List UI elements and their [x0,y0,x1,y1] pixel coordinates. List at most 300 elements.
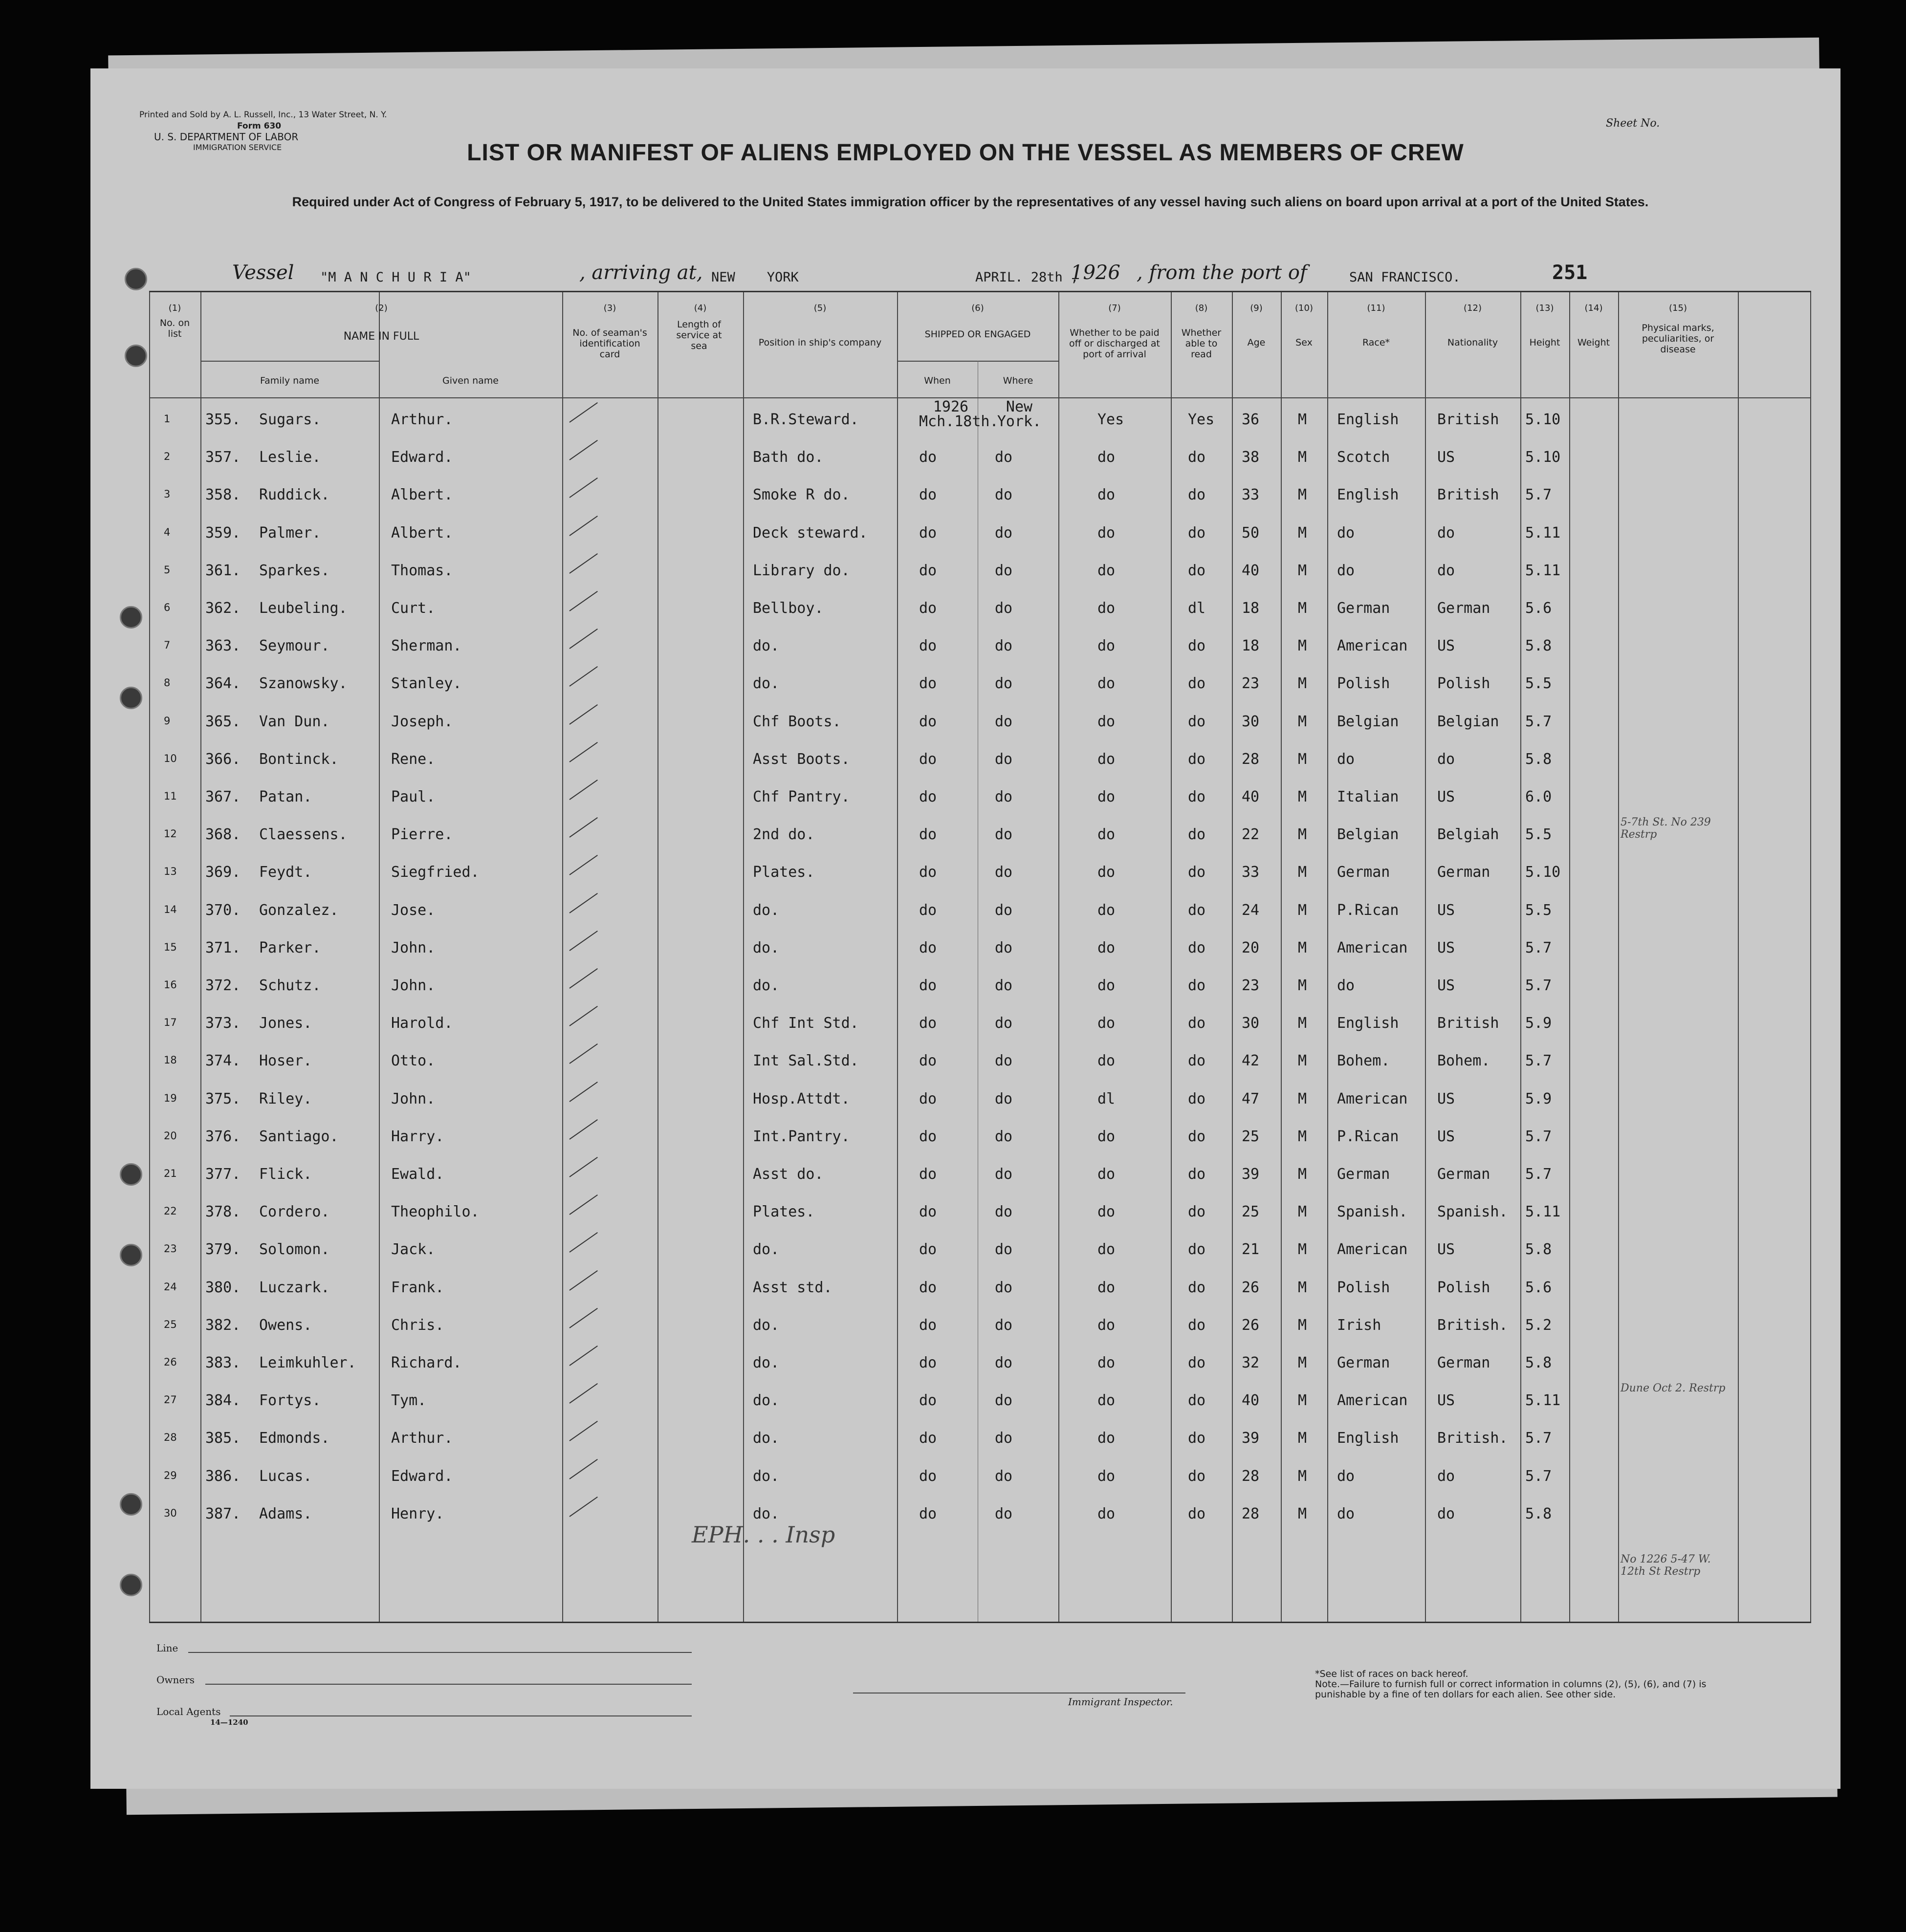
age: 33 [1242,486,1260,504]
race: American [1337,1392,1408,1410]
given-name: John. [391,977,436,994]
able-to-read: do [1188,713,1206,730]
check-mark [569,478,597,498]
record-id: 377. [205,1166,241,1183]
given-name: Ewald. [391,1166,444,1183]
record-id: 374. [205,1052,241,1070]
paid-off: do [1097,1015,1116,1032]
table-row [149,775,1811,813]
able-to-read: do [1188,864,1206,881]
family-name: Cordero. [259,1203,330,1221]
able-to-read: do [1188,901,1206,919]
col-num: (1) [168,303,181,313]
age: 47 [1242,1090,1260,1107]
race: Belgian [1337,826,1399,844]
given-name: Rene. [391,750,436,768]
shipped-when: do [919,977,937,994]
paid-off: do [1097,977,1116,994]
check-mark [569,1157,597,1177]
page-number: 251 [1552,261,1588,284]
height: 5.6 [1525,600,1552,617]
race: do [1337,562,1355,579]
position: Library do. [753,562,850,579]
col-num: (11) [1367,303,1385,313]
given-name: Jose. [391,901,436,919]
inspector-label: Immigrant Inspector. [1068,1696,1173,1708]
table-row [149,624,1811,662]
family-name: Santiago. [259,1128,339,1145]
given-name: Edward. [391,449,453,466]
shipped-when: do [919,1166,937,1183]
col-head: NAME IN FULL [343,330,419,343]
able-to-read: do [1188,1354,1206,1371]
able-to-read: do [1188,750,1206,768]
check-mark [569,968,597,989]
position: do. [753,1430,780,1447]
check-mark [569,1232,597,1253]
shipped-where: do [995,901,1013,919]
nationality: do [1437,562,1455,579]
form-number: Form 630 [237,121,282,131]
able-to-read: do [1188,1279,1206,1296]
col-num: (8) [1195,303,1208,313]
shipped-where: do [995,1015,1013,1032]
race: Irish [1337,1316,1381,1334]
record-id: 362. [205,600,241,617]
table-row [149,435,1811,473]
inspector-signature: EPH. . . Insp [692,1521,835,1548]
shipped-when: do [919,1354,937,1371]
table-row [149,1001,1811,1039]
col-head: No. of seaman's identification card [572,327,647,360]
race: American [1337,1090,1408,1107]
col-head: Nationality [1447,337,1498,348]
paid-off: do [1097,1505,1116,1522]
check-mark [569,1459,597,1479]
shipped-where: do [995,1279,1013,1296]
position: do. [753,977,780,994]
given-name: Arthur. [391,411,453,428]
col-head: Whether able to read [1181,327,1222,360]
paid-off: do [1097,1430,1116,1447]
shipped-when: do [919,1241,937,1259]
vessel-name: "M A N C H U R I A" [320,270,471,285]
table-row [149,661,1811,699]
paid-off: do [1097,562,1116,579]
row-number: 4 [164,526,171,538]
table-row [149,1152,1811,1190]
paid-off: do [1097,901,1116,919]
col-num: (9) [1250,303,1263,313]
given-name: Stanley. [391,675,462,693]
family-name: Flick. [259,1166,312,1183]
row-number: 7 [164,639,171,651]
col-num: (3) [603,303,616,313]
able-to-read: do [1188,1166,1206,1183]
able-to-read: do [1188,637,1206,655]
paid-off: do [1097,1316,1116,1334]
position: Deck steward. [753,524,868,542]
height: 5.11 [1525,1392,1561,1410]
position: do. [753,1392,780,1410]
able-to-read: do [1188,788,1206,805]
check-mark [569,931,597,951]
check-mark [569,1043,597,1064]
height: 5.9 [1525,1015,1552,1032]
nationality: British. [1437,1316,1508,1334]
height: 5.7 [1525,1166,1552,1183]
race: Scotch [1337,449,1390,466]
family-name: Feydt. [259,864,312,881]
sex: M [1298,977,1307,994]
col-num: (12) [1464,303,1482,313]
check-mark [569,704,597,725]
nationality: Belgiah [1437,826,1499,844]
table-row [149,1303,1811,1341]
table-row [149,586,1811,624]
height: 5.8 [1525,1241,1552,1259]
sex: M [1298,675,1307,693]
age: 28 [1242,750,1260,768]
punch-hole [120,1244,142,1266]
height: 6.0 [1525,788,1552,805]
sex: M [1298,1279,1307,1296]
sex: M [1298,637,1307,655]
given-name: John. [391,939,436,956]
paid-off: do [1097,524,1116,542]
able-to-read: Yes [1188,411,1215,428]
form-code: 14—1240 [210,1718,248,1727]
sex: M [1298,1052,1307,1070]
shipped-where: do [995,1467,1013,1485]
shipped-where: do [995,1392,1013,1410]
height: 5.7 [1525,1430,1552,1447]
family-name: Szanowsky. [259,675,348,693]
shipped-when: do [919,864,937,881]
nationality: British [1437,486,1499,504]
age: 18 [1242,637,1260,655]
page-subtitle: Required under Act of Congress of February 5, 1917, to be delivered to the United States immigration officer by the representatives of any vessel having such aliens on board upon arrival at a port of the United States. [292,195,1649,209]
vessel-label: Vessel [232,261,294,284]
family-name: Solomon. [259,1241,330,1259]
punch-hole [120,1163,142,1186]
shipped-when: do [919,1128,937,1145]
family-name: Adams. [259,1505,312,1522]
col-subhead: When [924,375,951,386]
age: 39 [1242,1430,1260,1447]
nationality: US [1437,449,1455,466]
family-name: Riley. [259,1090,312,1107]
shipped-where: do [995,713,1013,730]
race: English [1337,486,1399,504]
family-name: Luczark. [259,1279,330,1296]
shipped-where: do [995,486,1013,504]
paid-off: do [1097,675,1116,693]
sub-rule [200,361,379,362]
col-subhead: Family name [260,375,320,386]
height: 5.7 [1525,486,1552,504]
position: do. [753,939,780,956]
race: P.Rican [1337,1128,1399,1145]
row-number: 5 [164,564,171,576]
col-head: Height [1529,337,1560,348]
row-number: 17 [164,1017,177,1029]
col-num: (15) [1669,303,1687,313]
margin-note: No 1226 5-47 W. 12th St Restrp [1621,1553,1711,1578]
position: Asst std. [753,1279,833,1296]
footnote-races: *See list of races on back hereof. [1315,1669,1468,1679]
table-row [149,888,1811,926]
shipped-when: do [919,637,937,655]
record-id: 357. [205,449,241,466]
department: U. S. DEPARTMENT OF LABOR [154,131,299,143]
shipped-when: do [919,1316,937,1334]
age: 40 [1242,788,1260,805]
shipped-when: do [919,1430,937,1447]
col-num: (10) [1295,303,1313,313]
manifest-page [90,68,1840,1789]
sex: M [1298,1392,1307,1410]
shipped-where: do [995,1354,1013,1371]
race: do [1337,1467,1355,1485]
height: 5.7 [1525,939,1552,956]
col-head: Age [1247,337,1266,348]
service: IMMIGRATION SERVICE [193,143,282,152]
family-name: Sugars. [259,411,321,428]
row-number: 27 [164,1394,177,1406]
table-row [149,473,1811,511]
family-name: Leubeling. [259,600,348,617]
col-head: Physical marks, peculiarities, or disease [1642,323,1714,355]
shipped-when: do [919,1052,937,1070]
nationality: Belgian [1437,713,1499,730]
printer-line: Printed and Sold by A. L. Russell, Inc., 13 Water Street, N. Y. [139,110,387,120]
nationality: German [1437,1354,1490,1371]
paid-off: do [1097,1052,1116,1070]
nationality: Polish [1437,1279,1490,1296]
given-name: Jack. [391,1241,436,1259]
shipped-when: do [919,939,937,956]
age: 36 [1242,411,1260,428]
record-id: 355. [205,411,241,428]
footnote [1315,1669,1755,1700]
record-id: 366. [205,750,241,768]
height: 5.5 [1525,675,1552,693]
record-id: 376. [205,1128,241,1145]
shipped-when: do [919,713,937,730]
line-rule [188,1652,692,1653]
table-row [149,812,1811,850]
given-name: Pierre. [391,826,453,844]
nationality: do [1437,524,1455,542]
col-num: (4) [694,303,707,313]
age: 20 [1242,939,1260,956]
able-to-read: do [1188,1505,1206,1522]
shipped-where: do [995,1430,1013,1447]
able-to-read: do [1188,1203,1206,1221]
race: Spanish. [1337,1203,1408,1221]
arriving-port: NEW YORK [711,270,799,285]
able-to-read: do [1188,1128,1206,1145]
position: Chf Pantry. [753,788,850,805]
given-name: Frank. [391,1279,444,1296]
check-mark [569,1308,597,1328]
race: do [1337,1505,1355,1522]
table-row [149,1039,1811,1077]
agents-label: Local Agents [156,1706,221,1717]
row-number: 12 [164,828,177,840]
family-name: Sparkes. [259,562,330,579]
table-row [149,850,1811,888]
row-number: 10 [164,752,177,764]
race: American [1337,939,1408,956]
able-to-read: do [1188,826,1206,844]
shipped-when: do [919,1505,937,1522]
height: 5.8 [1525,750,1552,768]
race: English [1337,1430,1399,1447]
record-id: 373. [205,1015,241,1032]
table-row [149,1378,1811,1416]
race: do [1337,750,1355,768]
nationality: US [1437,901,1455,919]
age: 24 [1242,901,1260,919]
check-mark [569,780,597,800]
record-id: 382. [205,1316,241,1334]
able-to-read: do [1188,1392,1206,1410]
position: Chf Boots. [753,713,841,730]
row-number: 1 [164,413,171,425]
age: 25 [1242,1128,1260,1145]
record-id: 387. [205,1505,241,1522]
height: 5.2 [1525,1316,1552,1334]
sex: M [1298,600,1307,617]
shipped-where: do [995,1052,1013,1070]
nationality: German [1437,1166,1490,1183]
row-number: 11 [164,790,177,802]
race: German [1337,864,1390,881]
shipped-where: do [995,750,1013,768]
given-name: Joseph. [391,713,453,730]
check-mark [569,1346,597,1366]
paid-off: do [1097,1128,1116,1145]
position: do. [753,1316,780,1334]
age: 30 [1242,713,1260,730]
given-name: Theophilo. [391,1203,480,1221]
able-to-read: do [1188,524,1206,542]
family-name: Ruddick. [259,486,330,504]
check-mark [569,1497,597,1517]
col-head: No. on list [159,318,190,339]
record-id: 379. [205,1241,241,1259]
record-id: 378. [205,1203,241,1221]
sex: M [1298,486,1307,504]
paid-off: do [1097,713,1116,730]
age: 50 [1242,524,1260,542]
given-name: Thomas. [391,562,453,579]
nationality: US [1437,788,1455,805]
row-number: 2 [164,451,171,463]
sex: M [1298,939,1307,956]
race: do [1337,977,1355,994]
table-row [149,1492,1811,1530]
family-name: Leslie. [259,449,321,466]
sex: M [1298,562,1307,579]
record-id: 385. [205,1430,241,1447]
col-num: (13) [1535,303,1554,313]
shipped-where: do [995,675,1013,693]
height: 5.8 [1525,1505,1552,1522]
given-name: Henry. [391,1505,444,1522]
col-num: (14) [1584,303,1603,313]
paid-off: do [1097,637,1116,655]
table-row [149,1341,1811,1379]
check-mark [569,1383,597,1404]
shipped-where: do [995,788,1013,805]
paid-off: do [1097,1241,1116,1259]
shipped-when: do [919,1090,937,1107]
shipped-when: do [919,901,937,919]
shipped-where: do [995,600,1013,617]
able-to-read: do [1188,1052,1206,1070]
race: American [1337,1241,1408,1259]
row-number: 15 [164,941,177,953]
race: German [1337,600,1390,617]
paid-off: dl [1097,1090,1116,1107]
able-to-read: do [1188,486,1206,504]
age: 40 [1242,1392,1260,1410]
nationality: British [1437,1015,1499,1032]
punch-hole [125,345,147,367]
height: 5.8 [1525,1354,1552,1371]
record-id: 359. [205,524,241,542]
height: 5.11 [1525,524,1561,542]
owners-label: Owners [156,1674,195,1686]
position: Smoke R do. [753,486,850,504]
shipped-when: do [919,524,937,542]
position: Hosp.Attdt. [753,1090,850,1107]
given-name: Otto. [391,1052,436,1070]
race: English [1337,1015,1399,1032]
sex: M [1298,864,1307,881]
paid-off: do [1097,1203,1116,1221]
check-mark [569,817,597,838]
table-row [149,1077,1811,1115]
row-number: 18 [164,1054,177,1066]
shipped-where: do [995,1316,1013,1334]
record-id: 361. [205,562,241,579]
col-head: SHIPPED OR ENGAGED [924,329,1031,340]
nationality: Bohem. [1437,1052,1490,1070]
col-num: (5) [813,303,827,313]
able-to-read: do [1188,1467,1206,1485]
col-subhead: Where [1003,375,1033,386]
paid-off: do [1097,486,1116,504]
able-to-read: do [1188,1241,1206,1259]
age: 33 [1242,864,1260,881]
able-to-read: do [1188,675,1206,693]
punch-hole [120,1493,142,1516]
age: 38 [1242,449,1260,466]
nationality: do [1437,1505,1455,1522]
nationality: US [1437,1241,1455,1259]
shipped-where: do [995,562,1013,579]
shipped-where: do [995,524,1013,542]
shipped-when: do [919,675,937,693]
check-mark [569,516,597,536]
position: Plates. [753,1203,815,1221]
paid-off: do [1097,826,1116,844]
height: 5.11 [1525,562,1561,579]
